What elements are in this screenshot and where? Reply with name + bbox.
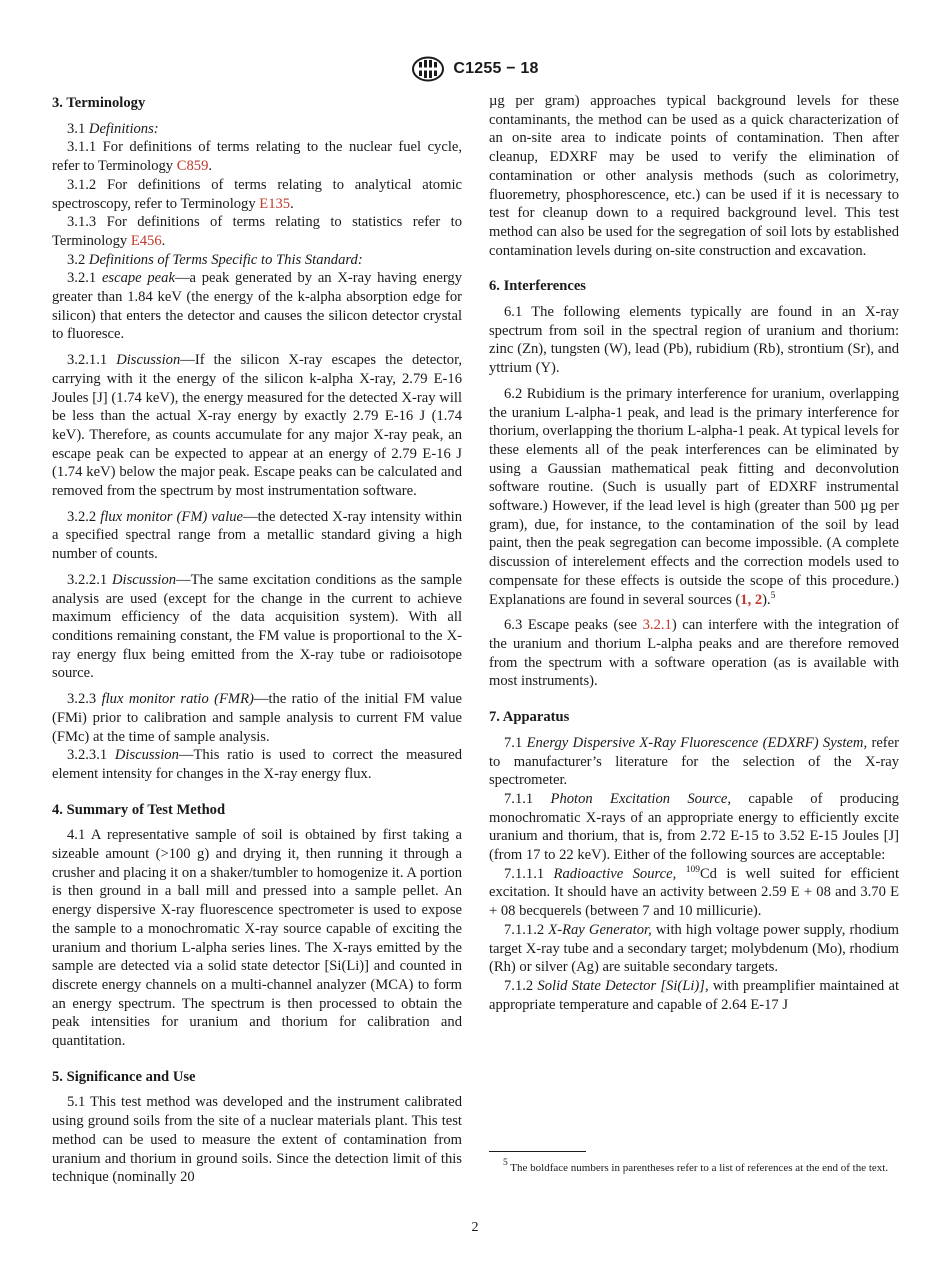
para-5-1-continued: µg per gram) approaches typical background levels for these contaminants, the method can be used as a quick characterization of an on-site area to indicate points of contamination. Then after cleanup, EDXRF may be used to verify the elimination of contamination or other analysis methods (such as colorimetry, fluoremetry, phosphorescence, etc.) can be used if it is necessary to test for cleanup down to a required background level. This test method can also be used for the segregation of soil lots by established contamination levels during on-site construction and excavation. bbox=[489, 93, 899, 259]
section-5-heading: 5. Significance and Use bbox=[52, 1068, 196, 1085]
right-column bbox=[489, 92, 899, 1014]
section-3-heading: 3. Terminology bbox=[52, 95, 146, 111]
para-3-1: 3.1 Definitions: bbox=[67, 120, 159, 137]
section-4-heading: 4. Summary of Test Method bbox=[52, 801, 226, 818]
reference-2-link[interactable]: 2 bbox=[754, 591, 763, 608]
para-3-2-1-1: 3.2.1.1 Discussion—If the silicon X-ray escapes the detector, carrying with it the energy of the silicon k-alpha X-ray, 2.79 E-16 Joules [J] (1.74 keV), the energy measured for the detected X-ray will be less than the actual X-ray energy by exactly 2.79 E-16 J (1.74 keV). Therefore, as counts accumulate for any major X-ray peak, an escape peak can be expected to appear at an energy of 2.79 E-16 J (1.74 keV) below the major peak. Escape peaks can be calculated and removed from the spectrum by most instrumentation software. bbox=[52, 352, 463, 500]
para-7-1: 7.1 Energy Dispersive X-Ray Fluorescence (EDXRF) System, refer to manufacturer’s literature for the selection of the X-ray spectrometer. bbox=[489, 734, 899, 789]
para-3-1-3: 3.1.3 For definitions of terms relating to statistics refer to Terminology E456. bbox=[52, 214, 462, 249]
para-3-2-1: 3.2.1 escape peak—a peak generated by an X-ray having energy greater than 1.84 keV (the energy of the k-alpha absorption edge for silicon) that enters the detector and causes the silicon detector crystal to fluoresce. bbox=[52, 270, 463, 343]
para-3-1-2: 3.1.2 For definitions of terms relating to analytical atomic spectroscopy, refer to Terminology E135. bbox=[52, 176, 462, 212]
page-number: 2 bbox=[471, 1220, 479, 1235]
para-3-2-3-1: 3.2.3.1 Discussion—This ratio is used to correct the measured element intensity for changes in the X-ray energy flux. bbox=[52, 747, 463, 782]
link-e135[interactable]: E135 bbox=[259, 195, 291, 212]
para-7-1-1-2: 7.1.1.2 X-Ray Generator, with high voltage power supply, rhodium target X-ray tube and a secondary target; molybdenum (Mo), rhodium (Rh) or silver (Ag) are suitable secondary targets. bbox=[489, 921, 899, 976]
para-7-1-1-1: 7.1.1.1 Radioactive Source, $^{109}$Cd is well suited for efficient excitation. It should have an activity between 2.59 E + 08 and 3.70 E + 08 becquerels (between 7 and 10 millicurie). bbox=[489, 864, 900, 920]
para-3-2-2: 3.2.2 flux monitor (FM) value—the detected X-ray intensity within a specified spectral range from a metallic standard giving a high number of counts. bbox=[52, 508, 462, 563]
left-column bbox=[52, 92, 462, 1187]
para-6-3: 6.3 Escape peaks (see 3.2.1) can interfere with the integration of the uranium and thorium L-alpha peaks and are therefore removed from the spectrum with a software operation (as is available with most instruments). bbox=[489, 617, 899, 690]
footnote-5: $^5$ The boldface numbers in parentheses refer to a list of references at the end of the text. bbox=[503, 1158, 889, 1174]
astm-logo-icon bbox=[411, 56, 445, 82]
link-e456[interactable]: E456 bbox=[130, 232, 162, 249]
reference-1-link[interactable]: 1 bbox=[740, 591, 748, 608]
page-header bbox=[0, 56, 950, 82]
para-5-1: 5.1 This test method was developed and the instrument calibrated using ground soils from the site of a nuclear materials plant. This test method can be used to measure the extent of contamination from uranium and thorium in ground soils. Since the detection limit of this technique (nominally 20 bbox=[52, 1094, 462, 1186]
para-7-1-1: 7.1.1 Photon Excitation Source, capable of producing monochromatic X-rays of an appropriate energy to efficiently excite uranium and thorium, that is, from 2.72 E-15 to 3.52 E-15 Joules [J] (from 17 to 22 keV). Either of the following sources are acceptable: bbox=[489, 790, 899, 864]
link-3-2-1[interactable]: 3.2.1 bbox=[642, 617, 672, 634]
para-4-1: 4.1 A representative sample of soil is obtained by first taking a sizeable amount (>100 g) and drying it, then running it through a crusher and placing it on a shaker/tumbler to homogenize it. A portion is then ground in a ball mill and pressed into a sample pellet. An energy dispersive X-ray fluorescence spectrometer is used to expose the sample to a monochromatic X-ray source capable of exciting the uranium and thorium L-alpha series lines. The X-rays emitted by the sample are detected via a solid state detector [Si(Li)] and counted in discrete energy channels on a multi-channel analyzer (MCA) to form an energy spectrum. The spectrum is then processed to obtain the peak intensities for uranium and thorium for calibration and quantitation. bbox=[52, 827, 462, 1050]
para-6-1: 6.1 The following elements typically are found in an X-ray spectrum from soil in the spectral region of uranium and thorium: zinc (Zn), tungsten (W), lead (Pb), rubidium (Rb), strontium (Sr), and yttrium (Y). bbox=[489, 304, 899, 377]
section-6-heading: 6. Interferences bbox=[489, 278, 586, 295]
link-c859[interactable]: C859 bbox=[176, 158, 209, 175]
para-3-1-1: 3.1.1 For definitions of terms relating to the nuclear fuel cycle, refer to Terminology C859. bbox=[52, 139, 462, 175]
para-3-2-2-1: 3.2.2.1 Discussion—The same excitation conditions as the sample analysis are used (except for the change in the current to achieve maximum efficiency of the data acquisition system). With all conditions remaining constant, the FM value is proportional to the X-ray energy flux being emitted from the X-ray tube or radioisotope source. bbox=[52, 571, 462, 682]
section-7-heading: 7. Apparatus bbox=[489, 709, 570, 726]
footnote-divider bbox=[489, 1151, 586, 1152]
para-7-1-2: 7.1.2 Solid State Detector [Si(Li)], with preamplifier maintained at appropriate temperature and capable of 2.64 E-17 J bbox=[489, 977, 899, 1013]
para-3-2: 3.2 Definitions of Terms Specific to This Standard: bbox=[67, 251, 363, 268]
footnote-5-marker: 5 bbox=[770, 590, 776, 601]
standard-number: C1255 − 18 bbox=[453, 60, 539, 77]
para-3-2-3: 3.2.3 flux monitor ratio (FMR)—the ratio of the initial FM value (FMi) prior to calibration and sample analysis to current FM value (FMc) at the time of sample analysis. bbox=[52, 691, 462, 745]
para-6-2: 6.2 Rubidium is the primary interference for uranium, overlapping the uranium L-alpha-1 peak, and lead is the primary interference for thorium, overlapping the thorium L-alpha-1 peak. At typical levels for these elements all of the peak interferences can be eliminated by using a Gaussian mathematical peak fitting and deconvolution software routine. (Such is usually part of EDXRF instrumental software.) However, if the lead level is high (greater than 500 µg per gram), due, for instance, to the contamination of the soil by lead paint, then the peak segregation can become impossible. (A complete discussion of interelement effects and the correction models used to compensate for these effects is outside the scope of this procedure.) Explanations are found in several sources (1, 2).$^5$ bbox=[489, 385, 899, 608]
